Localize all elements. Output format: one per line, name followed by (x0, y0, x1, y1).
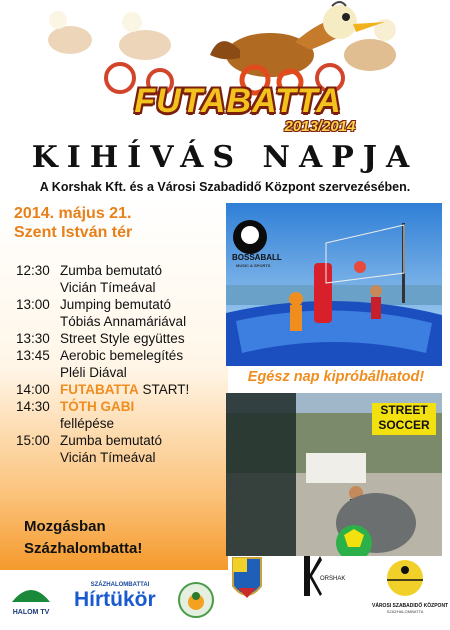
city-coat-of-arms (230, 552, 264, 604)
schedule-text: START! (138, 382, 190, 397)
halom-tv-text: HALOM TV (12, 609, 50, 616)
street-soccer-badge (372, 403, 436, 435)
schedule-time: 13:00 (16, 297, 50, 312)
sponsor-bar (0, 572, 450, 630)
schedule-text: Zumba bemutató (60, 433, 163, 448)
coat-of-arms-icon (230, 552, 264, 604)
halom-tv-icon (10, 582, 52, 604)
page-title: KIHÍVÁS NAPJA (31, 140, 419, 175)
futabatta-logo-text: FUTABATTA (134, 82, 342, 120)
schedule-sub: Vicián Tímeával (60, 450, 156, 465)
schedule-sub: Tóbiás Annamáriával (60, 314, 187, 329)
event-place: Szent István tér (14, 224, 133, 241)
street-soccer-photo (226, 393, 442, 556)
schedule-row (16, 398, 226, 415)
vszk-emblem-icon (372, 558, 438, 598)
schedule-row (16, 296, 226, 313)
club-emblem-icon (180, 584, 212, 616)
bossaball-scene (226, 203, 442, 366)
bossaball-photo (226, 203, 442, 366)
schedule-highlight: TÓTH GABI (60, 399, 135, 414)
halom-tv-logo (10, 582, 52, 616)
schedule-row (16, 347, 226, 364)
vszk-text: VÁROSI SZABADIDŐ KÖZPONT (372, 603, 449, 609)
schedule-sub: Vicián Tímeával (60, 280, 156, 295)
slogan-line-1: Mozgásban (24, 518, 106, 535)
logo-year: 2013/2014 (284, 118, 356, 135)
schedule-row (16, 262, 226, 279)
korshak-text: ORSHAK (320, 576, 346, 582)
schedule-row (16, 381, 226, 398)
vszk-logo (372, 558, 449, 618)
korshak-k-icon (302, 554, 322, 598)
hirtukor-logo (74, 582, 166, 620)
schedule-list (16, 262, 226, 466)
schedule-sub: Pléli Diával (60, 365, 127, 380)
schedule-time: 14:00 (16, 382, 50, 397)
try-all-day-text: Egész nap kipróbálhatod! (247, 369, 425, 385)
schedule-sub: fellépése (60, 416, 115, 431)
bossaball-badge-sub: MUSIC & SPORTS (236, 263, 271, 268)
schedule-row (16, 432, 226, 449)
schedule-time: 14:30 (16, 399, 50, 414)
street-soccer-badge-line1: STREET (380, 403, 428, 417)
vszk-sub: SZÁZHALOMBATTA (386, 609, 424, 614)
schedule-time: 13:45 (16, 348, 50, 363)
event-date: 2014. május 21. (14, 205, 132, 222)
schedule-text: Jumping bemutató (60, 297, 172, 312)
schedule-row (16, 330, 226, 347)
korshak-logo (302, 554, 346, 606)
schedule-time: 13:30 (16, 331, 50, 346)
schedule-text: Aerobic bemelegítés (60, 348, 184, 363)
organizer-subtitle: A Korshak Kft. és a Városi Szabadidő Központ szervezésében. (39, 180, 411, 194)
hirtukor-text: Hírtükör (74, 588, 156, 611)
local-club-logo (178, 582, 214, 618)
schedule-time: 12:30 (16, 263, 50, 278)
slogan-line-2: Százhalombatta! (24, 540, 143, 557)
bossaball-badge: BOSSABALL (232, 253, 282, 262)
schedule-time: 15:00 (16, 433, 50, 448)
schedule-text: Zumba bemutató (60, 263, 163, 278)
schedule-highlight: FUTABATTA (60, 382, 139, 397)
hirtukor-top: SZÁZHALOMBATTAI (90, 582, 150, 588)
schedule-text: Street Style együttes (60, 331, 185, 346)
street-soccer-badge-line2: SOCCER (378, 418, 430, 432)
